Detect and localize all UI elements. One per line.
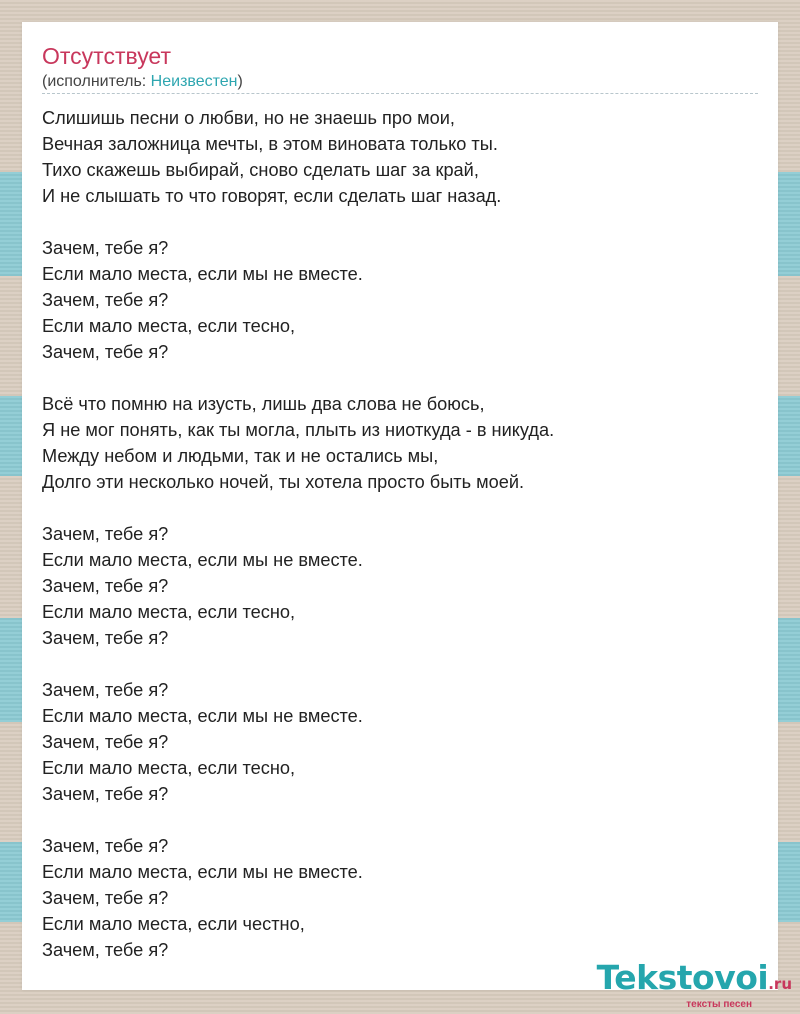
lyrics-line: Зачем, тебе я?	[42, 576, 169, 596]
lyrics-stanza	[42, 833, 554, 963]
lyrics-stanza	[42, 521, 554, 651]
lyrics-line: Зачем, тебе я?	[42, 290, 169, 310]
lyrics-card	[22, 22, 778, 990]
lyrics-line: Я не мог понять, как ты могла, плыть из ниоткуда - в никуда.	[42, 420, 555, 440]
lyrics-line: И не слышать то что говорят, если сделать шаг назад.	[42, 186, 502, 206]
lyrics-text	[42, 105, 554, 963]
lyrics-line: Долго эти несколько ночей, ты хотела просто быть моей.	[42, 472, 525, 492]
song-title: Отсутствует	[42, 43, 171, 69]
lyrics-stanza	[42, 391, 554, 495]
lyrics-line: Между небом и людьми, так и не остались мы,	[42, 446, 439, 466]
lyrics-line: Вечная заложница мечты, в этом виновата только ты.	[42, 134, 498, 154]
lyrics-stanza	[42, 105, 554, 209]
lyrics-line: Зачем, тебе я?	[42, 888, 169, 908]
lyrics-line: Если мало места, если тесно,	[42, 316, 296, 336]
divider	[42, 93, 758, 94]
lyrics-line: Зачем, тебе я?	[42, 342, 169, 362]
artist-line	[42, 72, 243, 92]
lyrics-line: Всё что помню на изусть, лишь два слова не боюсь,	[42, 394, 485, 414]
logo-tagline: тексты песен	[686, 999, 752, 1010]
lyrics-line: Слишишь песни о любви, но не знаешь про мои,	[42, 108, 455, 128]
lyrics-line: Зачем, тебе я?	[42, 680, 169, 700]
artist-suffix: )	[237, 73, 243, 90]
lyrics-line: Зачем, тебе я?	[42, 524, 169, 544]
lyrics-line: Если мало места, если тесно,	[42, 602, 296, 622]
tekstovoi-logo[interactable]	[596, 958, 792, 1011]
lyrics-line: Если мало места, если тесно,	[42, 758, 296, 778]
logo-wordmark	[596, 958, 792, 1002]
lyrics-line: Зачем, тебе я?	[42, 784, 169, 804]
lyrics-stanza	[42, 235, 554, 365]
lyrics-line: Если мало места, если мы не вместе.	[42, 264, 363, 284]
lyrics-line: Зачем, тебе я?	[42, 836, 169, 856]
lyrics-line: Тихо скажешь выбирай, сново сделать шаг за край,	[42, 160, 479, 180]
lyrics-line: Если мало места, если мы не вместе.	[42, 862, 363, 882]
lyrics-line: Зачем, тебе я?	[42, 940, 169, 960]
lyrics-line: Если мало места, если мы не вместе.	[42, 706, 363, 726]
artist-prefix: (исполнитель:	[42, 73, 151, 90]
lyrics-line: Если мало места, если мы не вместе.	[42, 550, 363, 570]
artist-link[interactable]: Неизвестен	[150, 73, 238, 90]
logo-word: Tekstovoi	[596, 958, 769, 997]
lyrics-line: Зачем, тебе я?	[42, 628, 169, 648]
lyrics-stanza	[42, 677, 554, 807]
lyrics-line: Если мало места, если честно,	[42, 914, 305, 934]
lyrics-line: Зачем, тебе я?	[42, 238, 169, 258]
logo-tld: .ru	[768, 975, 792, 993]
lyrics-line: Зачем, тебе я?	[42, 732, 169, 752]
